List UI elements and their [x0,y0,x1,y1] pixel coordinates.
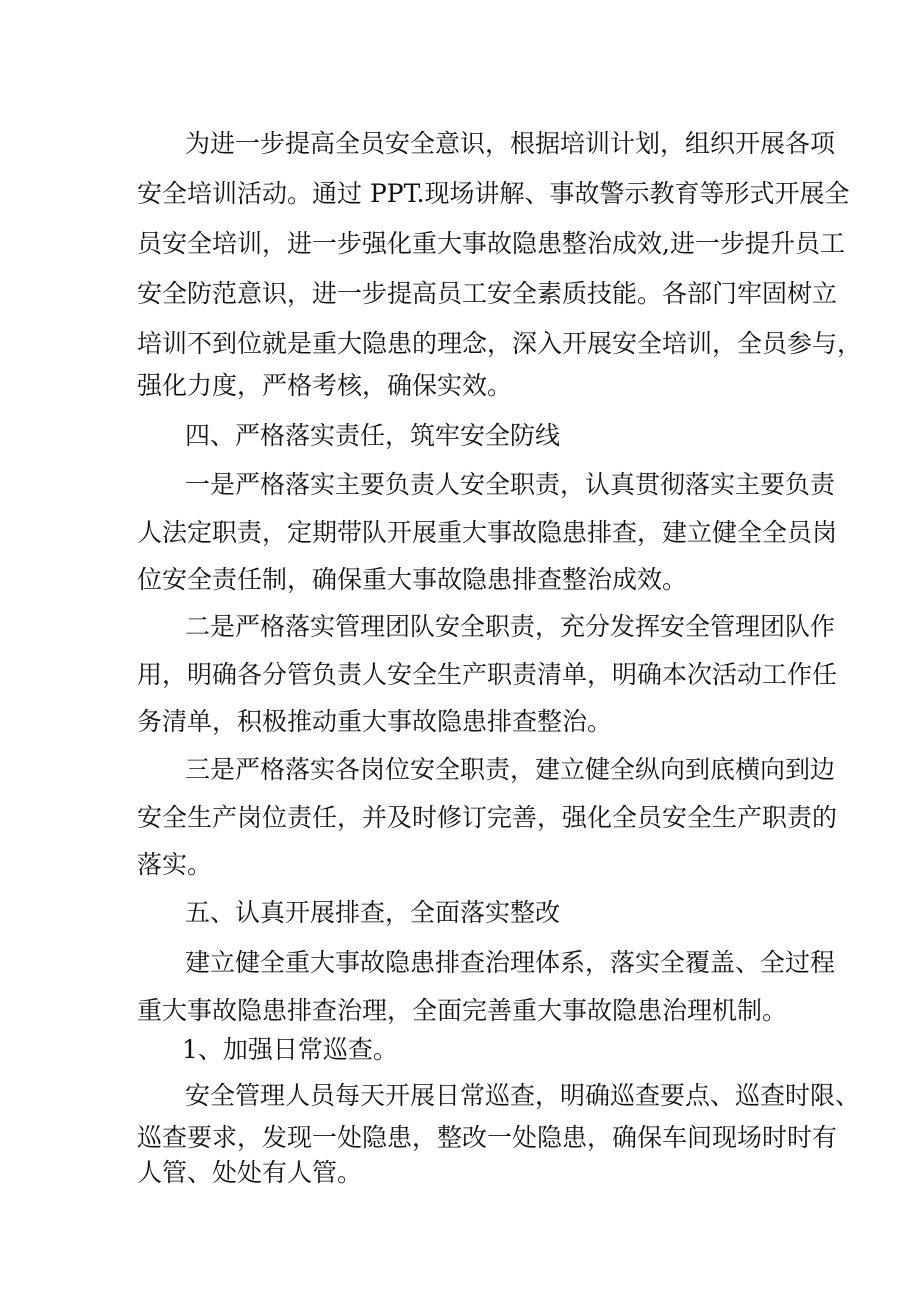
text-line: 落实。 [137,850,213,879]
text-line: 安全生产岗位责任，并及时修订完善，强化全员安全生产职责的 [137,803,838,832]
text-line: 五、认真开展排查，全面落实整改 [185,898,561,927]
text-line: 员安全培训，进一步强化重大事故隐患整治成效,进一步提升员工 [137,229,845,258]
text-line: 强化力度，严格考核，确保实效。 [137,371,513,400]
text-line: 位安全责任制，确保重大事故隐患排查整治成效。 [137,565,688,594]
text-line: 人管、处处有人管。 [137,1158,363,1187]
text-line: 1、加强日常巡查。 [182,1035,398,1064]
text-line: 培训不到位就是重大隐患的理念，深入开展安全培训，全员参与， [137,329,863,358]
text-line: 重大事故隐患排查治理，全面完善重大事故隐患治理机制。 [137,996,788,1025]
text-line: 三是严格落实各岗位安全职责，建立健全纵向到底横向到边 [185,755,836,784]
text-line: 二是严格落实管理团队安全职责，充分发挥安全管理团队作 [185,612,836,641]
text-line: 安全防范意识，进一步提高员工安全素质技能。各部门牢固树立 [137,279,838,308]
text-line: 人法定职责，定期带队开展重大事故隐患排查，建立健全全员岗 [137,518,838,547]
text-line: 安全管理人员每天开展日常巡查，明确巡查要点、巡查时限、 [185,1081,861,1110]
text-line: 四、严格落实责任，筑牢安全防线 [185,421,561,450]
text-line: 巡查要求，发现一处隐患，整改一处隐患，确保车间现场时时有 [137,1123,838,1152]
text-line: 一是严格落实主要负责人安全职责，认真贯彻落实主要负责 [185,470,836,499]
text-line: 为进一步提高全员安全意识，根据培训计划，组织开展各项 [185,129,836,158]
text-line: 安全培训活动。通过 PPT.现场讲解、事故警示教育等形式开展全 [137,179,850,208]
text-line: 建立健全重大事故隐患排查治理体系，落实全覆盖、全过程 [185,948,836,977]
text-line: 务清单，积极推动重大事故隐患排查整治。 [137,707,613,736]
text-line: 用，明确各分管负责人安全生产职责清单，明确本次活动工作任 [137,660,838,689]
